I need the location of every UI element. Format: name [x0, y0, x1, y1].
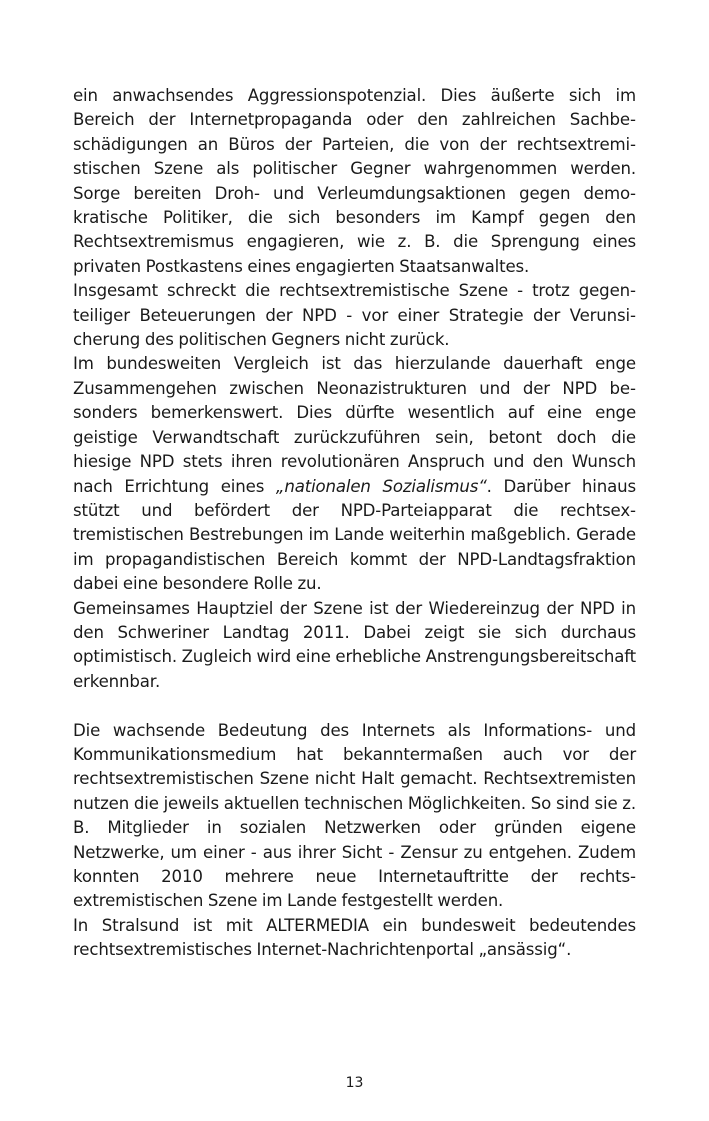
- paragraph-verunsicherung: Insgesamt schreckt die rechtsextremistische Szene - trotz gegenteiliger Beteuerungen der NPD - vor einer Strategie der Verunsicherung des politischen Gegners nicht zurück.: [73, 281, 636, 350]
- paragraph-aggression: ein anwachsendes Aggressionspotenzial. Dies äußerte sich im Bereich der Internetpropaganda oder den zahlreichen Sachbeschädigungen an Büros der Parteien, die von der rechtsextremistischen Szene als politischer Gegner wahrgenommen werden. Sorge bereiten Droh- und Verleumdungsaktionen gegen demokratische Politiker, die sich besonders im Kampf gegen den Rechtsextremismus engagieren, wie z. B. die Sprengung eines privaten Postkastens eines engagierten Staatsanwaltes.: [73, 86, 636, 276]
- paragraph-spacer: [73, 694, 636, 718]
- page-body: [73, 84, 636, 963]
- emphasis-nationaler-sozialismus: „nationalen Sozialismus“: [275, 476, 487, 496]
- paragraph-hauptziel: Gemeinsames Hauptziel der Szene ist der Wiedereinzug der NPD in den Schweriner Landtag 2011. Dabei zeigt sie sich durchaus optimistisch. Zugleich wird eine erhebliche Anstrengungsbereitschaft erkennbar.: [73, 598, 636, 691]
- paragraph-vergleich: [73, 352, 636, 596]
- paragraph-altermedia: In Stralsund ist mit ALTERMEDIA ein bundesweit bedeutendes rechtsextremistisches Internet-Nachrichtenportal „ansässig“.: [73, 915, 636, 960]
- paragraph-vergleich-text-1: Im bundesweiten Vergleich ist das hierzulande dauerhaft enge Zusammengehen zwischen Neonazistrukturen und der NPD besonders bemerkenswert. Dies dürfte wesentlich auf eine enge geistige Verwandtschaft zurückzuführen sein, betont doch die hiesige NPD stets ihren revolutionären Anspruch und den Wunsch nach Errichtung eines: [73, 354, 636, 496]
- paragraph-vergleich-text-2: . Darüber hinaus stützt und befördert der NPD-Parteiapparat die rechtsextremistischen Bestrebungen im Lande weiterhin maßgeblich. Gerade im propagandistischen Bereich kommt der NPD-Landtagsfraktion dabei eine besondere Rolle zu.: [73, 476, 636, 594]
- page-number: 13: [345, 1075, 364, 1091]
- paragraph-internet: Die wachsende Bedeutung des Internets als Informations- und Kommunikationsmedium hat bekanntermaßen auch vor der rechtsextremistischen Szene nicht Halt gemacht. Rechtsextremisten nutzen die jeweils aktuellen technischen Möglichkeiten. So sind sie z. B. Mitglieder in sozialen Netzwerken oder gründen eigene Netzwerke, um einer - aus ihrer Sicht - Zensur zu entgehen. Zudem konnten 2010 mehrere neue Internetauftritte der rechtsextremistischen Szene im Lande festgestellt werden.: [73, 720, 636, 911]
